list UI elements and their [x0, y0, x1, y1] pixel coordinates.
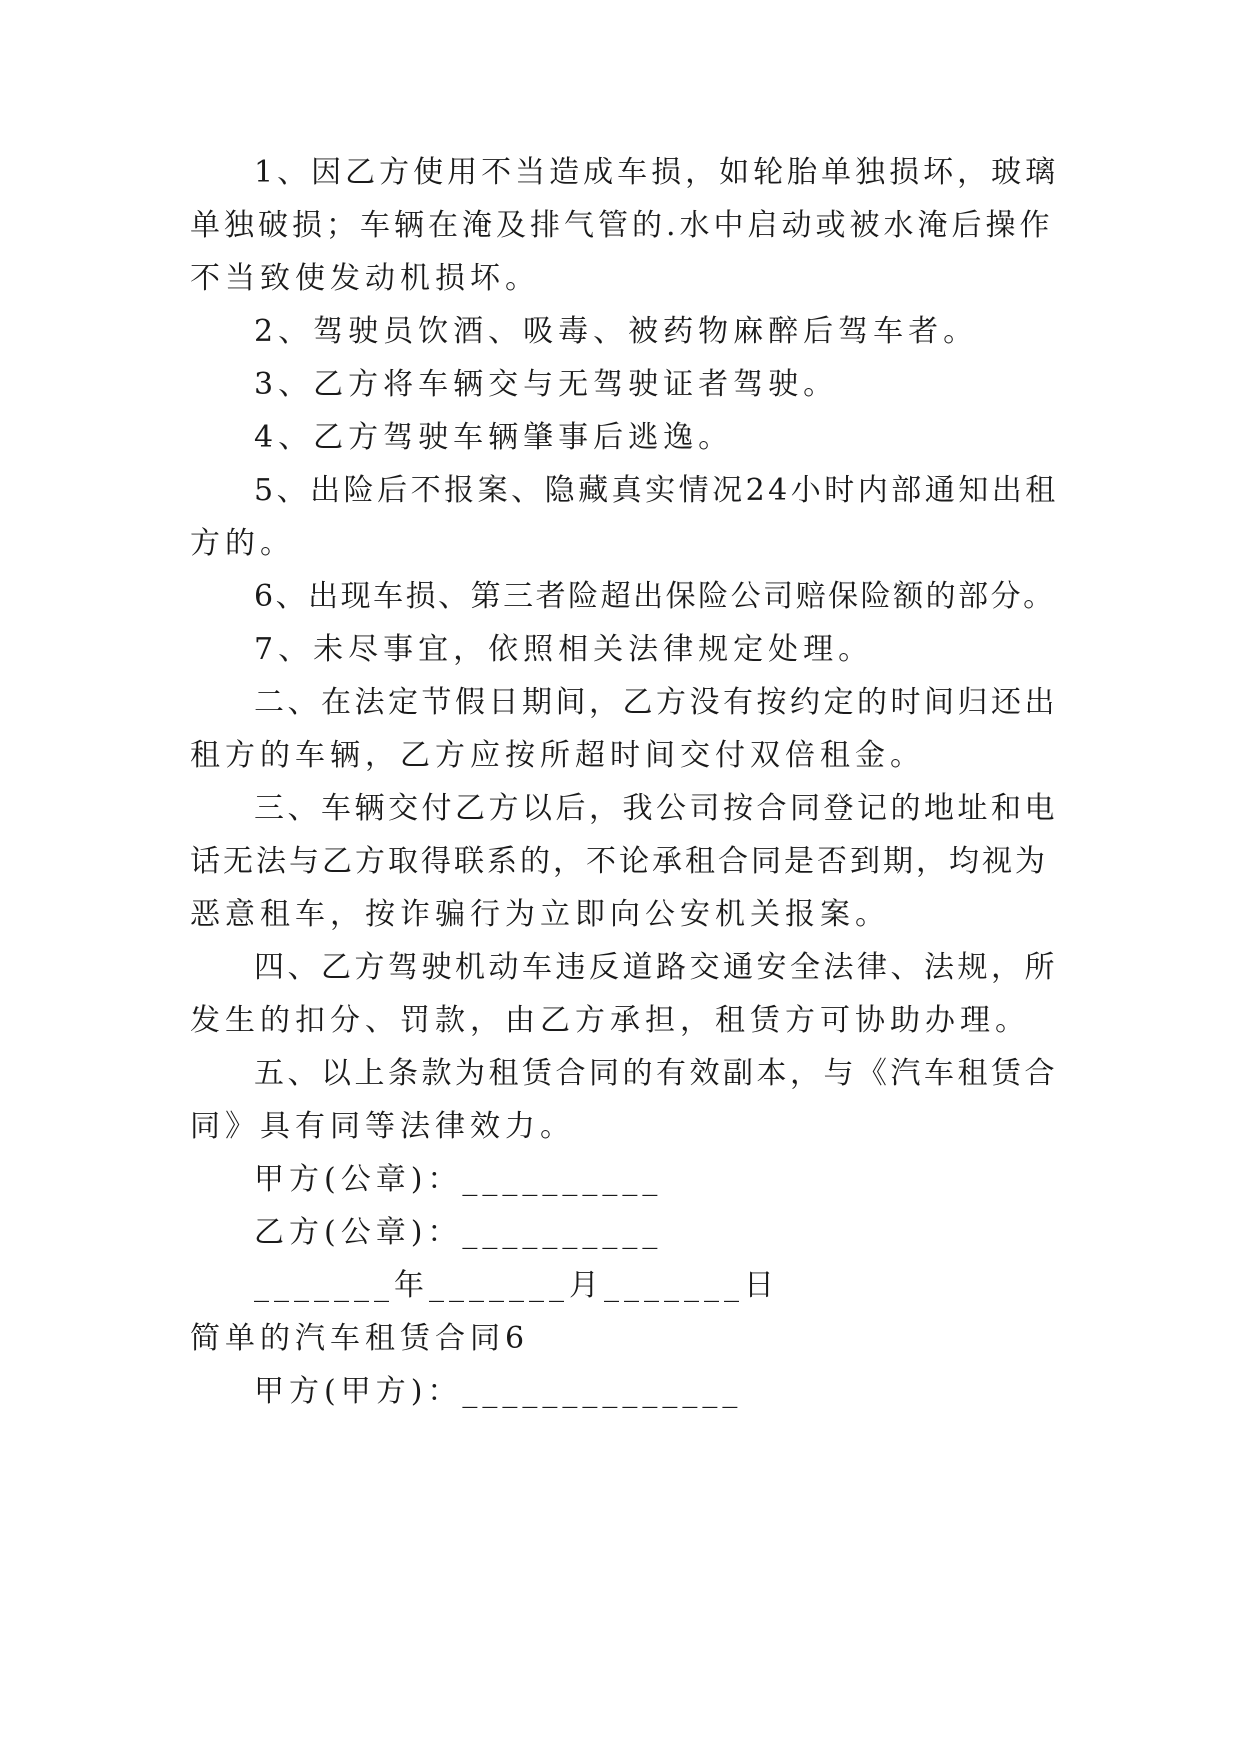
clause-1-line-3: 不当致使发动机损坏。 — [190, 261, 540, 296]
section-3-line-3: 恶意租车，按诈骗行为立即向公安机关报案。 — [190, 897, 890, 932]
section-4-line-1: 四、乙方驾驶机动车违反道路交通安全法律、法规，所 — [254, 950, 1058, 985]
party-a-name-line: 甲方(甲方)：______________ — [254, 1374, 743, 1409]
clause-5-line-1: 5、出险后不报案、隐藏真实情况24小时内部通知出租 — [254, 473, 1059, 508]
party-a-seal-line: 甲方(公章)：__________ — [254, 1162, 663, 1197]
section-3-line-2: 话无法与乙方取得联系的，不论承租合同是否到期，均视为 — [190, 844, 1048, 879]
clause-2: 2、驾驶员饮酒、吸毒、被药物麻醉后驾车者。 — [254, 314, 979, 349]
section-3-line-1: 三、车辆交付乙方以后，我公司按合同登记的地址和电 — [254, 791, 1058, 826]
section-5-line-2: 同》具有同等法律效力。 — [190, 1109, 575, 1144]
clause-5-line-2: 方的。 — [190, 526, 295, 561]
party-b-seal-line: 乙方(公章)：__________ — [254, 1215, 663, 1250]
clause-6: 6、出现车损、第三者险超出保险公司赔保险额的部分。 — [254, 579, 1056, 614]
section-4-line-2: 发生的扣分、罚款，由乙方承担，租赁方可协助办理。 — [190, 1003, 1030, 1038]
section-2-line-2: 租方的车辆，乙方应按所超时间交付双倍租金。 — [190, 738, 925, 773]
contract-title-6: 简单的汽车租赁合同6 — [190, 1321, 530, 1356]
date-line: _______年_______月_______日 — [254, 1268, 779, 1303]
section-2-line-1: 二、在法定节假日期间，乙方没有按约定的时间归还出 — [254, 685, 1058, 720]
clause-4: 4、乙方驾驶车辆肇事后逃逸。 — [254, 420, 734, 455]
section-5-line-1: 五、以上条款为租赁合同的有效副本，与《汽车租赁合 — [254, 1056, 1058, 1091]
clause-3: 3、乙方将车辆交与无驾驶证者驾驶。 — [254, 367, 839, 402]
clause-7: 7、未尽事宜，依照相关法律规定处理。 — [254, 632, 874, 667]
clause-1-line-2: 单独破损；车辆在淹及排气管的.水中启动或被水淹后操作 — [190, 208, 1054, 243]
clause-1-line-1: 1、因乙方使用不当造成车损，如轮胎单独损坏，玻璃 — [254, 155, 1060, 190]
